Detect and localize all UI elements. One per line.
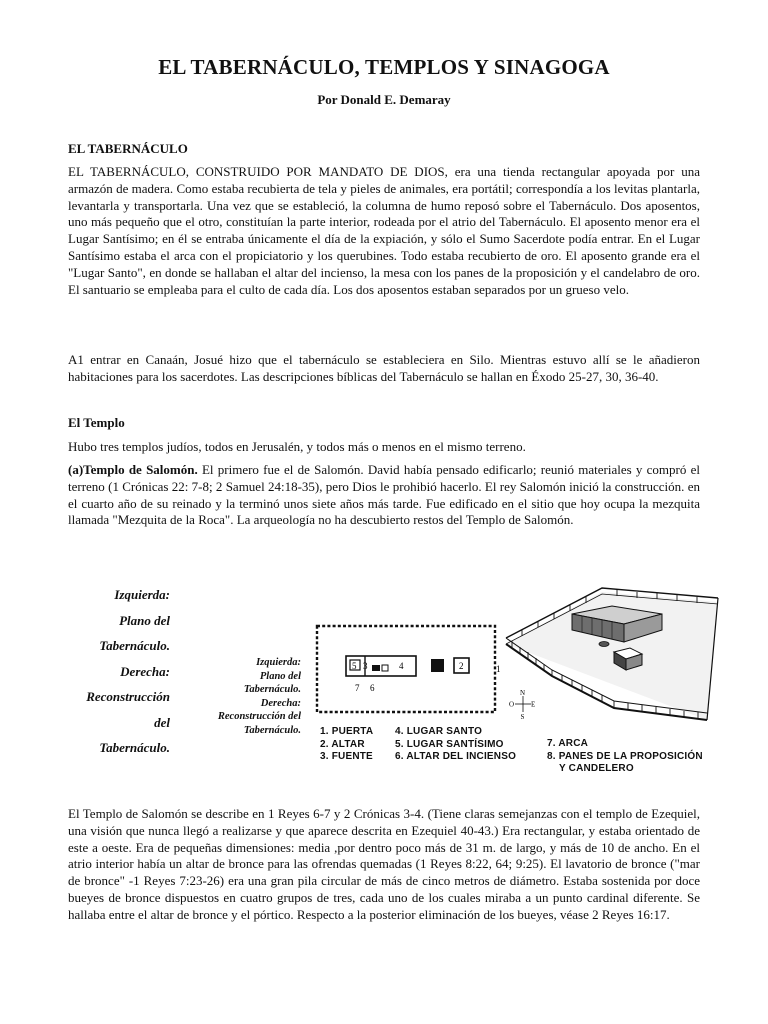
document-byline: Por Donald E. Demaray <box>317 92 451 107</box>
tabernacle-reconstruction-image <box>502 580 720 725</box>
plan-caption <box>201 656 301 737</box>
plan-caption-line: Izquierda: <box>256 657 301 668</box>
plan-number-5: 5 <box>352 661 357 671</box>
plan-caption-line: Plano del <box>259 670 301 682</box>
legend-item: 6. ALTAR DEL INCIENSO <box>395 751 517 762</box>
figure-caption-line: Reconstrucción <box>86 689 170 704</box>
plan-number-2: 2 <box>459 661 464 671</box>
legend-item: 5. LUGAR SANTÍSIMO <box>395 738 504 750</box>
figure-side-caption <box>68 582 170 761</box>
compass-e: E <box>531 700 536 709</box>
document-title: EL TABERNÁCULO, TEMPLOS Y SINAGOGA <box>158 55 610 79</box>
plan-caption-line: Tabernáculo. <box>243 684 301 695</box>
legend-item: 1. PUERTA <box>320 726 374 737</box>
plan-number-1: 1 <box>496 664 501 674</box>
legend-item: 7. ARCA <box>547 738 589 749</box>
compass-n: N <box>520 689 526 697</box>
plan-number-3: 3 <box>363 661 368 671</box>
section-heading-templo: El Templo <box>68 415 125 430</box>
plan-number-4: 4 <box>399 661 404 671</box>
legend-column-2 <box>395 726 516 764</box>
paragraph-templo-descripcion: El Templo de Salomón se describe en 1 Reyes 6-7 y 2 Crónicas 3-4. (Tiene claras semejanzas con el templo de Ezequiel, una visión que nunca llegó a realizarse y que aparece descrita en Ezequiel 40-43.) Era rectangular, y estaba orientado de este a oeste. Era de pequeñas dimensiones: media ,por dentro poco más de 31 m. de largo, y más de 10 de ancho. En el atrio interior había un altar de bronce para las ofrendas quemadas (1 Reyes 8:22, 64; 9:25). El lavatorio de bronce ("mar de bronce" -1 Reyes 7:23-26) era una gran pila circular de más de cinco metros de diámetro. Estaba sostenida por doce bueyes de bronce dispuestos en cuatro grupos de tres, cada uno de los cuales miraba a un punto cardinal diferente. Se hallaba entre el altar de bronce y el pórtico. Respecto a la posterior eliminación de los bueyes, véase 2 Reyes 16:17. <box>68 806 700 922</box>
plan-caption-line: Tabernáculo. <box>243 724 301 736</box>
paragraph-templo-1: Hubo tres templos judíos, todos en Jerusalén, y todos más o menos en el mismo terreno. <box>68 439 526 454</box>
plan-caption-line: Reconstrucción del <box>217 711 301 722</box>
figure-caption-line: Tabernáculo. <box>99 638 170 653</box>
figure-caption-line: del <box>154 714 170 730</box>
section-heading-tabernaculo: EL TABERNÁCULO <box>68 141 188 156</box>
figure-caption-line: Tabernáculo. <box>99 740 170 755</box>
compass-o: O <box>509 700 515 709</box>
figure-caption-line: Derecha: <box>120 663 170 679</box>
legend-item: 8. PANES DE LA PROPOSICIÓN <box>547 750 703 762</box>
figure-caption-line: Izquierda: <box>114 587 170 602</box>
figure-caption-line: Plano del <box>119 612 170 628</box>
paragraph-templo-salomon <box>68 462 700 529</box>
legend-item: Y CANDELERO <box>559 763 634 774</box>
legend-item: 4. LUGAR SANTO <box>395 726 483 737</box>
plan-number-7: 7 <box>355 683 360 693</box>
legend-column-1 <box>320 726 373 764</box>
tabernacle-figure <box>68 580 720 780</box>
legend-item: 3. FUENTE <box>320 751 373 762</box>
plan-number-6: 6 <box>370 683 375 693</box>
legend-column-3 <box>547 738 703 776</box>
tabernacle-floor-plan <box>314 622 502 720</box>
paragraph-tabernaculo-2: A1 entrar en Canaán, Josué hizo que el tabernáculo se estableciera en Silo. Mientras estuvo allí se le añadieron habitaciones para los sacerdotes. Las descripciones bíblicas del Tabernáculo se hallan en Éxodo 25-27, 30, 36-40. <box>68 352 700 384</box>
legend-item: 2. ALTAR <box>320 738 365 750</box>
paragraph-lead: (a)Templo de Salomón. <box>68 462 198 477</box>
paragraph-body: El primero fue el de Salomón. David había pensado edificarlo; reunió materiales y compró el terreno (1 Crónicas 22: 7-8; 2 Samuel 24:18-35), pero Dios le prohibió hacerlo. El rey Salomón inició la construcción. en el cuarto año de su reinado y la terminó unos siete años más tarde. Fue edificado en el sitio que hoy ocupa la mezquita llamada "Mezquita de la Roca". La arqueología no ha descubierto restos del Templo de Salomón. <box>68 462 700 528</box>
compass-s: S <box>520 713 525 720</box>
paragraph-tabernaculo-1: EL TABERNÁCULO, CONSTRUIDO POR MANDATO DE DIOS, era una tienda rectangular apoyada por una armazón de madera. Como estaba recubierta de tela y pieles de animales, era portátil; correspondía a los levitas plantarla, levantarla y transportarla. Una vez que se estableció, la columna de humo reposó sobre el Tabernáculo. Dos aposentos, uno más pequeño que el otro, constituían la parte interior, rodeada por el atrio del Tabernáculo. El aposento menor era el Lugar Santísimo; en él se entraba únicamente el día de la expiación, y sólo el Sumo Sacerdote podía entrar. En el Lugar Santísimo estaba el arca con el propiciatorio y los querubines. Todo estaba recubierto de oro. El aposento grande era el "Lugar Santo", en donde se hallaban el altar del incienso, la mesa con los panes de la proposición y el candelabro de oro. El santuario se empleaba para el culto de cada día. Los dos aposentos estaban separados por un grueso velo. <box>68 164 700 297</box>
plan-caption-line: Derecha: <box>260 697 301 709</box>
